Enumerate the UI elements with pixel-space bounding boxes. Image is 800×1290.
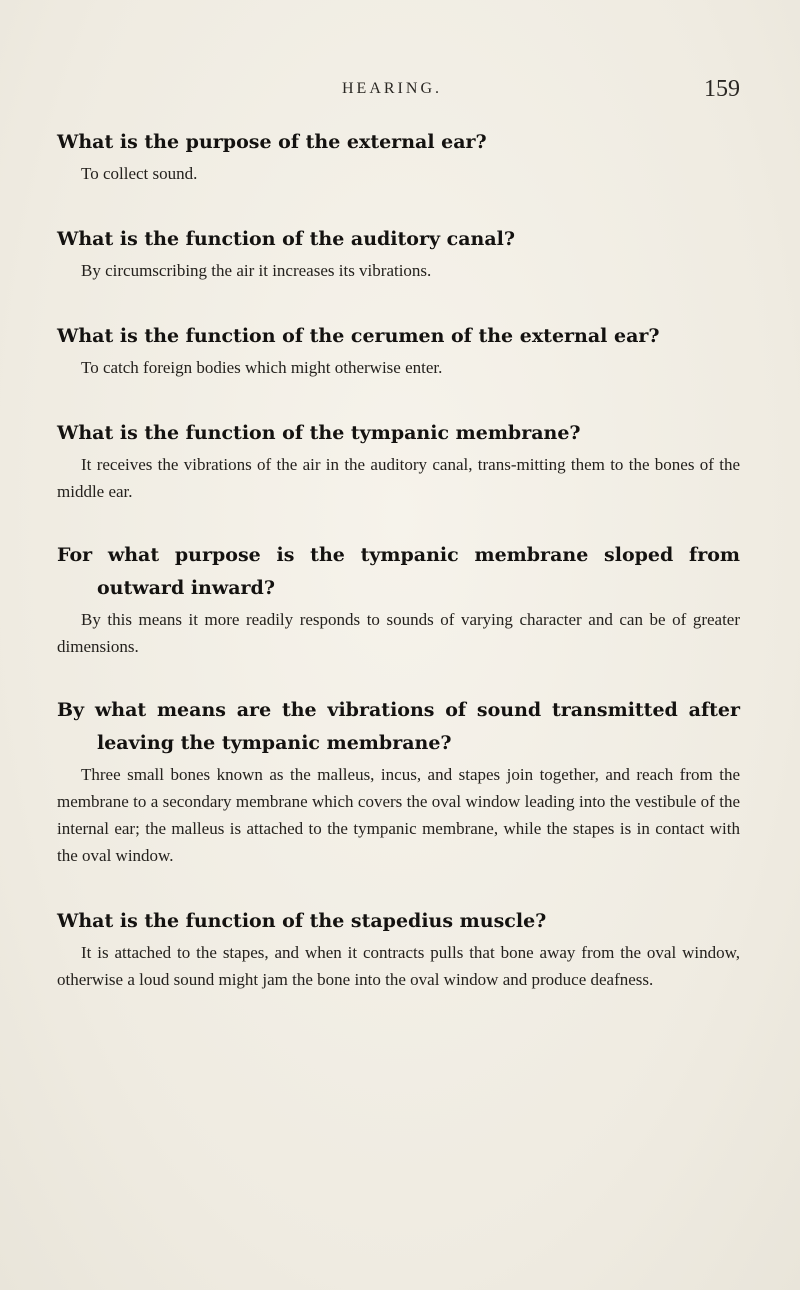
qa-entry (57, 223, 740, 284)
page-number: 159 (704, 76, 740, 102)
running-head (57, 76, 740, 116)
question-heading: By what means are the vibrations of sound transmitted after leaving the tympanic membrane? (57, 699, 740, 754)
book-page (57, 76, 740, 993)
qa-entry (57, 320, 740, 381)
qa-entry (57, 694, 740, 869)
qa-entry (57, 417, 740, 505)
question-heading: For what purpose is the tympanic membrane sloped from outward inward? (57, 544, 740, 599)
answer-text: To collect sound. (81, 164, 198, 183)
question-heading: What is the purpose of the external ear? (57, 131, 487, 153)
qa-entry (57, 126, 740, 187)
running-title: HEARING. (342, 80, 442, 97)
answer-text: By circumscribing the air it increases its vibrations. (81, 261, 432, 280)
answer-text: To catch foreign bodies which might otherwise enter. (81, 358, 443, 377)
question-heading: What is the function of the stapedius muscle? (57, 910, 547, 932)
answer-text: It receives the vibrations of the air in the auditory canal, trans-mitting them to the bones of the middle ear. (57, 455, 740, 501)
question-heading: What is the function of the auditory canal? (57, 228, 515, 250)
answer-text: By this means it more readily responds to sounds of varying character and can be of greater dimensions. (57, 610, 740, 656)
question-heading: What is the function of the cerumen of the external ear? (57, 325, 660, 347)
question-heading: What is the function of the tympanic membrane? (57, 422, 581, 444)
answer-text: Three small bones known as the malleus, incus, and stapes join together, and reach from the membrane to a secondary membrane which covers the oval window leading into the vestibule of the internal ear; the malleus is attached to the tympanic membrane, while the stapes is in contact with the oval window. (57, 765, 740, 865)
answer-text: It is attached to the stapes, and when it contracts pulls that bone away from the oval window, otherwise a loud sound might jam the bone into the oval window and produce deafness. (57, 943, 740, 989)
qa-entry (57, 905, 740, 993)
qa-entry (57, 539, 740, 660)
